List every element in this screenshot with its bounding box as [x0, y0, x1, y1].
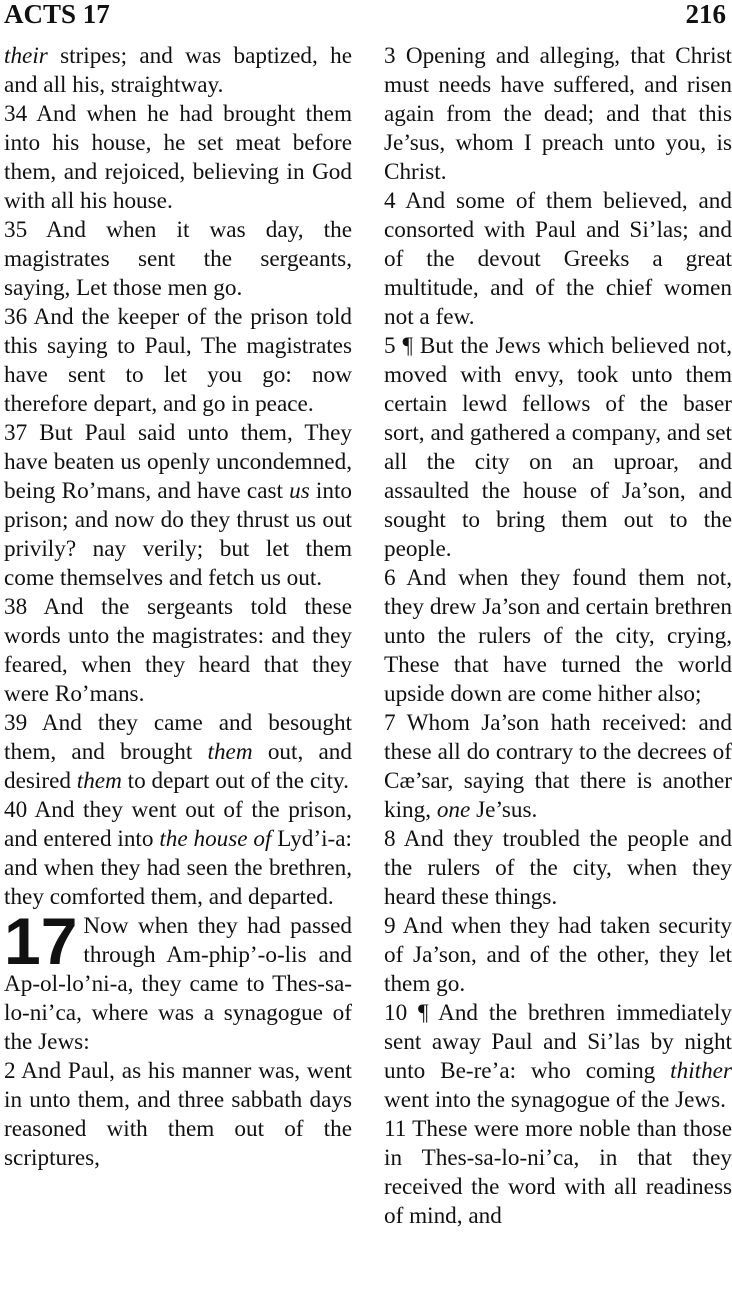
verse-text: out, and desired [4, 739, 352, 794]
verse-text: 7 Whom Ja’son hath received: and these all do contrary to the decrees of Cæ’sar, saying that there is another king, [384, 710, 732, 823]
verse-40 [4, 796, 352, 912]
verse-36: 36 And the keeper of the prison told this saying to Paul, The magistrates have sent to let you go: now therefore depart, and go in peace. [4, 304, 352, 417]
verse-39 [4, 709, 352, 796]
italic-word: them [207, 739, 253, 765]
verse-2: 2 And Paul, as his manner was, went in unto them, and three sabbath days reasoned with them out of the scriptures, [4, 1058, 352, 1171]
chapter-17-verse-1 [4, 904, 352, 1057]
page-number: 216 [685, 0, 726, 29]
verse-34: 34 And when he had brought them into his house, he set meat before them, and rejoiced, believing in God with all his house. [4, 101, 352, 214]
verse-38: 38 And the sergeants told these words unto the magistrates: and they feared, when they heard that they were Ro’mans. [4, 594, 352, 707]
left-column [4, 42, 352, 1173]
verse-5: 5 ¶ But the Jews which believed not, moved with envy, took unto them certain lewd fellows of the baser sort, and gathered a company, and set all the city on an uproar, and assaulted the house of Ja’son, and sought to bring them out to the people. [384, 333, 732, 562]
italic-word: their [4, 43, 48, 69]
verse-text: into prison; and now do they thrust us out privily? nay verily; but let them come themselves and fetch us out. [4, 478, 352, 591]
italic-word: the house of [159, 826, 272, 852]
verse-text: 37 But Paul said unto them, They have beaten us openly uncondemned, being Ro’mans, and have cast [4, 420, 352, 504]
verse-7 [384, 709, 732, 825]
chapter-number: 17 [4, 904, 78, 978]
verse-6: 6 And when they found them not, they drew Ja’son and certain brethren unto the rulers of the city, crying, These that have turned the world upside down are come hither also; [384, 565, 732, 707]
verse-35: 35 And when it was day, the magistrates sent the sergeants, saying, Let those men go. [4, 217, 352, 301]
verse-text: 10 ¶ And the brethren immediately sent away Paul and Si’las by night unto Be-re’a: who coming [384, 1000, 732, 1084]
italic-word: them [76, 768, 122, 794]
italic-word: us [289, 478, 310, 504]
verse-11: 11 These were more noble than those in Thes-sa-lo-ni’ca, in that they received the word with all readiness of mind, and [384, 1116, 732, 1229]
italic-word: one [436, 797, 471, 823]
italic-word: thither [670, 1058, 732, 1084]
right-column [384, 42, 732, 1231]
page-header [4, 0, 726, 36]
verse-text: to depart out of the city. [121, 768, 349, 794]
verse-10 [384, 999, 732, 1115]
verse-text: stripes; and was baptized, he and all his, straightway. [4, 43, 352, 98]
chapter-heading: ACTS 17 [4, 0, 110, 29]
verse-text: went into the synagogue of the Jews. [384, 1087, 726, 1113]
verse-text: Je’sus. [470, 797, 538, 823]
verse-33-end [4, 42, 352, 100]
verse-text: 40 And they went out of the prison, and entered into [4, 797, 352, 852]
verse-text: Lyd’i-a: and when they had seen the brethren, they comforted them, and departed. [4, 826, 353, 910]
verse-3: 3 Opening and alleging, that Christ must needs have suffered, and risen again from the dead; and that this Je’sus, whom I preach unto you, is Christ. [384, 43, 732, 185]
verse-8: 8 And they troubled the people and the rulers of the city, when they heard these things. [384, 826, 732, 910]
verse-text: 39 And they came and besought them, and brought [4, 710, 352, 765]
verse-37 [4, 419, 352, 593]
verse-text: Now when they had passed through Am-phip’-o-lis and Ap-ol-lo’ni-a, they came to Thes-sa-lo-ni’ca, where was a synagogue of the Jews: [4, 913, 352, 1055]
verse-4: 4 And some of them believed, and consorted with Paul and Si’las; and of the devout Greeks a great multitude, and of the chief women not a few. [384, 188, 732, 330]
verse-9: 9 And when they had taken security of Ja’son, and of the other, they let them go. [384, 913, 732, 997]
